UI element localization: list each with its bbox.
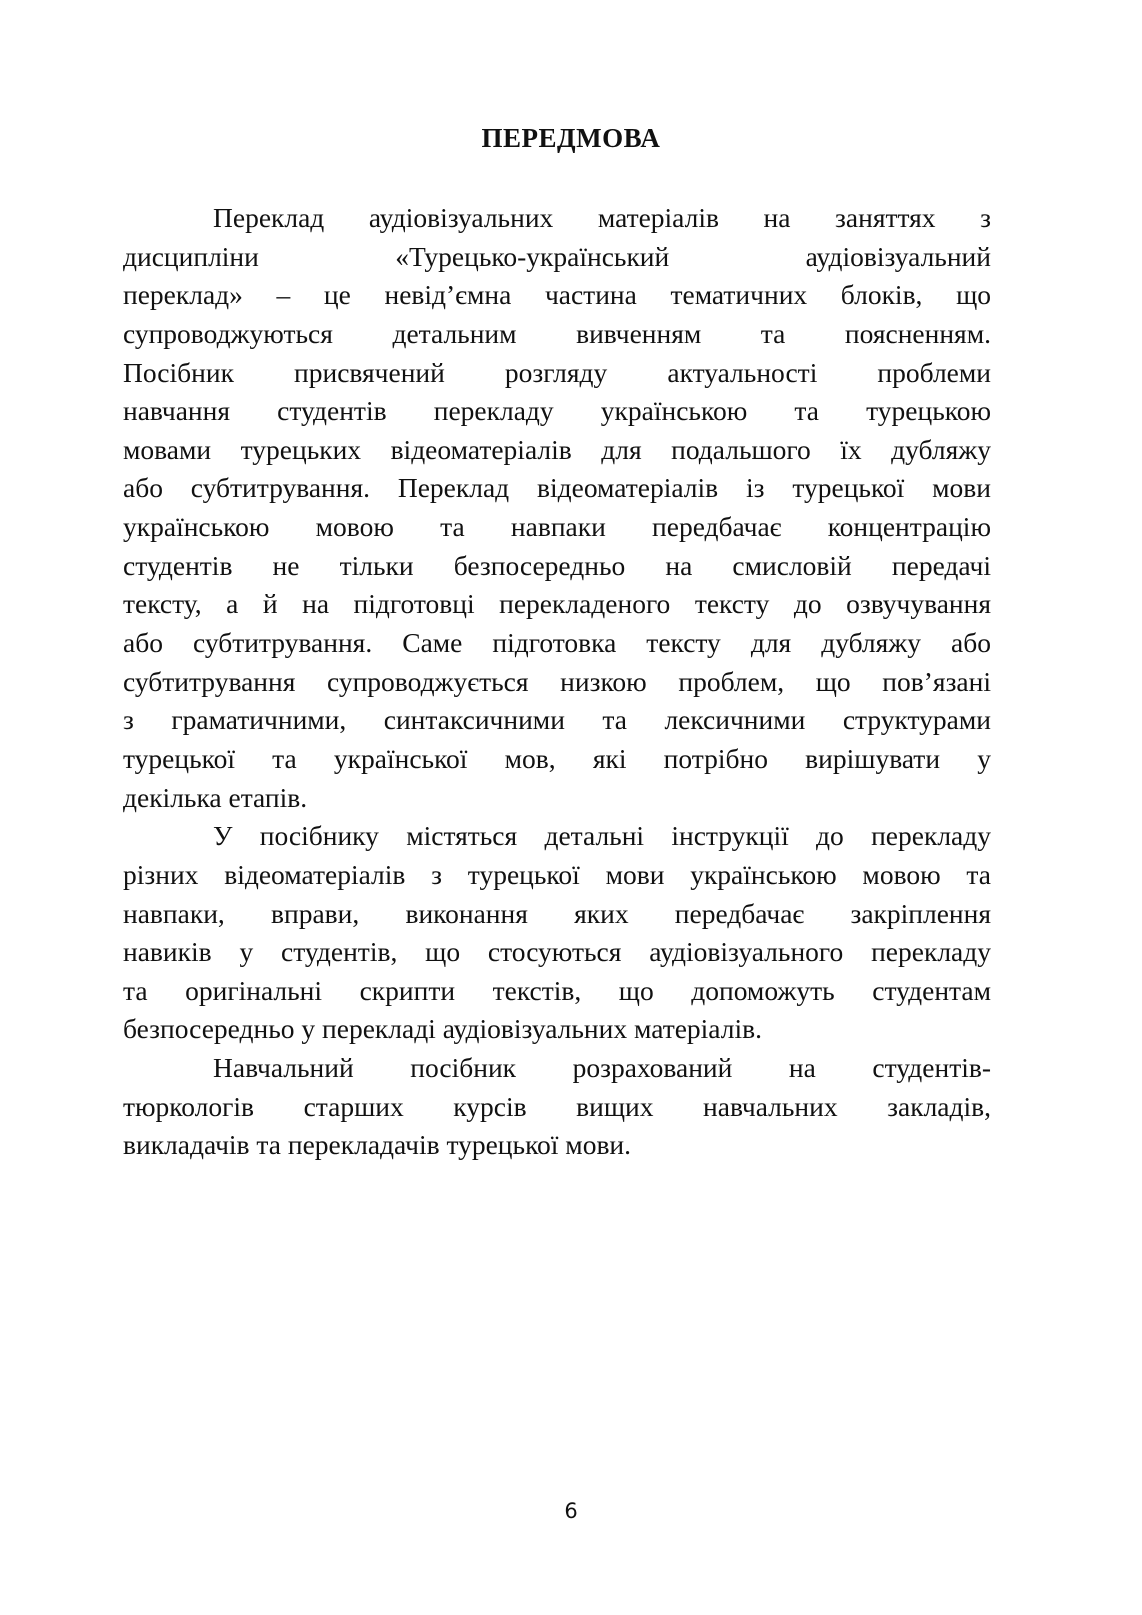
text-line: субтитрування супроводжується низкою проблем, що пов’язані — [123, 665, 991, 697]
text-line: навиків у студентів, що стосуються аудіовізуального перекладу — [123, 936, 991, 968]
text-line: або субтитрування. Саме підготовка тексту для дубляжу або — [123, 627, 991, 659]
text-line: українською мовою та навпаки передбачає концентрацію — [123, 511, 991, 543]
document-body — [123, 199, 991, 1165]
text-line: різних відеоматеріалів з турецької мови українською мовою та — [123, 858, 991, 890]
text-line: Навчальний посібник розрахований на студентів- — [213, 1052, 991, 1084]
text-line: тюркологів старших курсів вищих навчальних закладів, — [123, 1090, 991, 1122]
text-line: безпосередньо у перекладі аудіовізуальних матеріалів. — [123, 1013, 762, 1045]
text-line: тексту, а й на підготовці перекладеного тексту до озвучування — [123, 588, 991, 620]
text-line: переклад» – це невід’ємна частина тематичних блоків, що — [123, 279, 991, 311]
paragraph-2 — [123, 817, 991, 1049]
text-line: мовами турецьких відеоматеріалів для подальшого їх дубляжу — [123, 433, 991, 465]
text-line: У посібнику містяться детальні інструкції до перекладу — [213, 820, 991, 852]
text-line: студентів не тільки безпосередньо на смисловій передачі — [123, 549, 991, 581]
text-line: або субтитрування. Переклад відеоматеріалів із турецької мови — [123, 472, 991, 504]
text-line: викладачів та перекладачів турецької мови. — [123, 1129, 632, 1161]
text-line: навчання студентів перекладу українською та турецькою — [123, 395, 991, 427]
text-line: турецької та української мов, які потрібно вирішувати у — [123, 742, 991, 774]
page-title: ПЕРЕДМОВА — [481, 123, 661, 153]
text-line: Посібник присвячений розгляду актуальності проблеми — [123, 356, 991, 388]
text-line: з граматичними, синтаксичними та лексичними структурами — [123, 704, 991, 736]
text-line: декілька етапів. — [123, 781, 308, 813]
paragraph-3 — [123, 1049, 991, 1165]
text-line: супроводжуються детальним вивченням та поясненням. — [123, 317, 991, 349]
page-number: 6 — [564, 1499, 578, 1523]
paragraph-1 — [123, 199, 991, 817]
text-line: дисципліни «Турецько-український аудіовізуальний — [123, 240, 991, 272]
text-line: Переклад аудіовізуальних матеріалів на заняттях з — [213, 202, 991, 233]
text-line: та оригінальні скрипти текстів, що допоможуть студентам — [123, 974, 991, 1006]
text-line: навпаки, вправи, виконання яких передбачає закріплення — [123, 897, 991, 929]
